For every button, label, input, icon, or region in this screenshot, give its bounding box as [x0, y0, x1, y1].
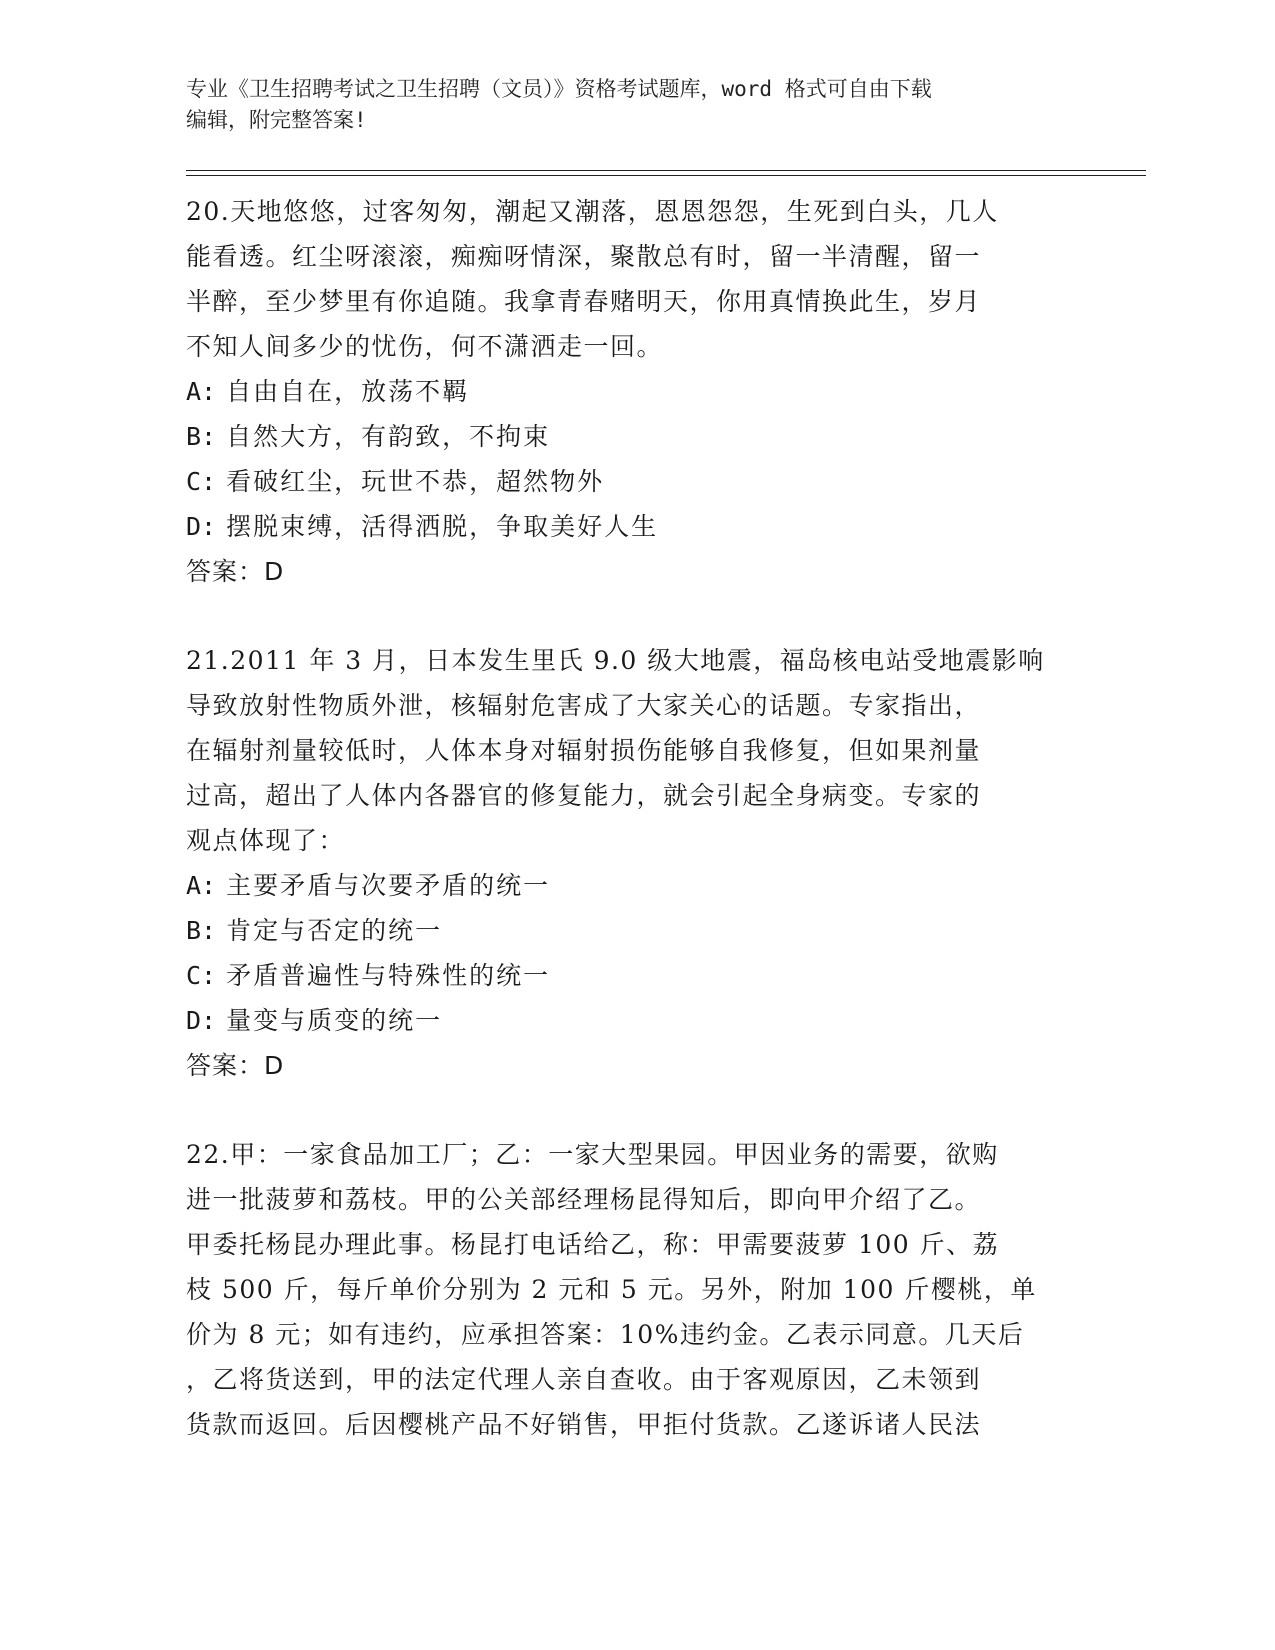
question-line: 进一批菠萝和荔枝。甲的公关部经理杨昆得知后，即向甲介绍了乙。 [186, 1185, 982, 1214]
option-d [186, 998, 1126, 1043]
question-line: 22.甲：一家食品加工厂；乙：一家大型果园。甲因业务的需要，欲购 [186, 1140, 999, 1169]
question-line: 甲委托杨昆办理此事。杨昆打电话给乙，称：甲需要菠萝 100 斤、荔 [186, 1230, 1000, 1259]
question-line: 半醉，至少梦里有你追随。我拿青春赌明天，你用真情换此生，岁月 [186, 287, 982, 316]
question-22 [186, 1132, 1126, 1447]
option-letter: A: [186, 377, 217, 406]
option-text: 主要矛盾与次要矛盾的统一 [226, 871, 551, 900]
question-line: 不知人间多少的忧伤，何不潇洒走一回。 [186, 332, 664, 361]
answer-line: 答案：D [186, 1051, 285, 1080]
option-text: 自然大方，有韵致，不拘束 [226, 422, 551, 451]
question-line: 货款而返回。后因樱桃产品不好销售，甲拒付货款。乙遂诉诸人民法 [186, 1410, 982, 1439]
question-list [186, 189, 1126, 1447]
option-c [186, 459, 1126, 504]
header-rule-bottom [186, 175, 1146, 176]
question-text [186, 189, 1126, 369]
question-21 [186, 638, 1126, 1088]
option-text: 矛盾普遍性与特殊性的统一 [226, 961, 551, 990]
option-b [186, 414, 1126, 459]
question-line: 21.2011 年 3 月，日本发生里氏 9.0 级大地震，福岛核电站受地震影响 [186, 646, 1045, 675]
header-line-2: 编辑，附完整答案! [186, 108, 367, 132]
question-line: 价为 8 元；如有违约，应承担答案：10%违约金。乙表示同意。几天后 [186, 1320, 1025, 1349]
option-b [186, 908, 1126, 953]
option-letter: A: [186, 871, 217, 900]
question-gap [186, 594, 1126, 638]
question-line: 枝 500 斤，每斤单价分别为 2 元和 5 元。另外，附加 100 斤樱桃，单 [186, 1275, 1037, 1304]
question-line: 观点体现了： [186, 826, 346, 855]
option-text: 肯定与否定的统一 [226, 916, 443, 945]
option-letter: C: [186, 467, 217, 496]
option-text: 量变与质变的统一 [226, 1006, 443, 1035]
option-text: 看破红尘，玩世不恭，超然物外 [226, 467, 605, 496]
option-text: 摆脱束缚，活得洒脱，争取美好人生 [226, 512, 659, 541]
question-line: 在辐射剂量较低时，人体本身对辐射损伤能够自我修复，但如果剂量 [186, 736, 982, 765]
option-letter: D: [186, 1006, 217, 1035]
question-line: 能看透。红尘呀滚滚，痴痴呀情深，聚散总有时，留一半清醒，留一 [186, 242, 982, 271]
answer-line: 答案：D [186, 557, 285, 586]
option-d [186, 504, 1126, 549]
question-20 [186, 189, 1126, 594]
question-line: 过高，超出了人体内各器官的修复能力，就会引起全身病变。专家的 [186, 781, 982, 810]
option-text: 自由自在，放荡不羁 [226, 377, 470, 406]
option-c [186, 953, 1126, 998]
question-line: 20.天地悠悠，过客匆匆，潮起又潮落，恩恩怨怨，生死到白头，几人 [186, 197, 999, 226]
option-a [186, 863, 1126, 908]
header-rule-top [186, 170, 1146, 171]
question-gap [186, 1088, 1126, 1132]
option-a [186, 369, 1126, 414]
question-text [186, 1132, 1126, 1447]
option-letter: D: [186, 512, 217, 541]
document-header [186, 74, 1086, 136]
option-letter: B: [186, 422, 217, 451]
question-text [186, 638, 1126, 863]
question-line: ，乙将货送到，甲的法定代理人亲自查收。由于客观原因，乙未领到 [186, 1365, 982, 1394]
option-letter: B: [186, 916, 217, 945]
option-letter: C: [186, 961, 217, 990]
header-line-1: 专业《卫生招聘考试之卫生招聘（文员）》资格考试题库，word 格式可自由下载 [186, 77, 932, 101]
question-line: 导致放射性物质外泄，核辐射危害成了大家关心的话题。专家指出， [186, 691, 982, 720]
